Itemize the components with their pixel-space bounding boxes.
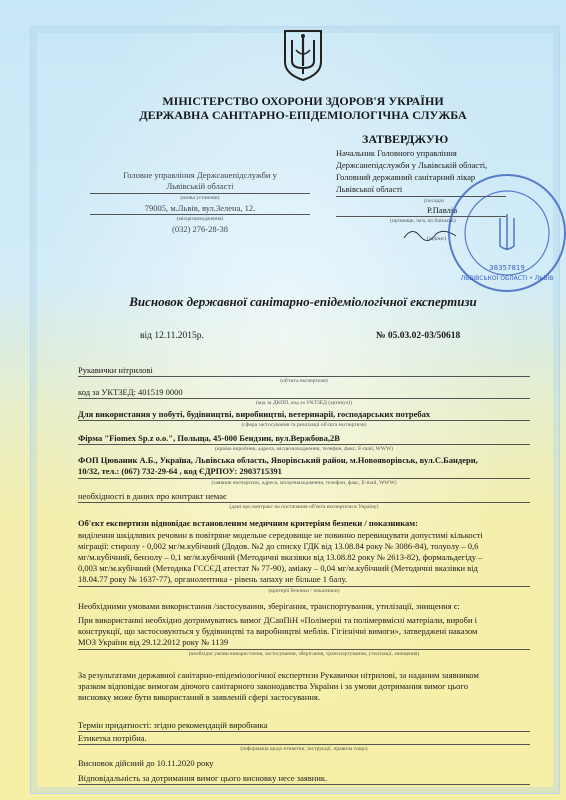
criteria-line: мг/м.кубічний, бензолу – 0,1 мг/м.кубічний (Методичні вказівки від 13.08.82 року № 2613-82), формальдегіду – — [78, 552, 483, 562]
conclusion-line: За результатами державної санітарно-епідеміологічної експертизи Рукавички нітрилові, за наданим заявником — [78, 670, 479, 680]
maker-caption: (країна виробник, адреса, місцезнаходження, телефон, факс, E-mail, WWW) — [215, 446, 393, 452]
service-title: ДЕРЖАВНА САНІТАРНО-ЕПІДЕМІОЛОГІЧНА СЛУЖБА — [139, 108, 467, 122]
signature-caption-2: (підпис) — [427, 236, 447, 242]
conditions-heading: Необхідними умовами використання /застосування, зберігання, транспортування, утилізації, знищення є: — [78, 601, 460, 611]
conditions-caption: (необхідні умови використання, застосування, зберігання, транспортування, утилізації, знищення) — [188, 651, 420, 657]
ministry-title: МІНІСТЕРСТВО ОХОРОНИ ЗДОРОВ'Я УКРАЇНИ — [162, 94, 444, 108]
responsibility: Відповідальність за дотримання вимог цього висновку несе заявник. — [78, 773, 328, 783]
contract-info: необхідності в даних про контракт немає — [78, 491, 227, 501]
issuer-block — [90, 170, 310, 192]
seal-code: 38357819 — [489, 264, 525, 272]
code-caption: (код за ДКПП, код за УКТЗЕД (артикул)) — [255, 400, 353, 406]
usage-scope: Для використання у побуті, будівництві, виробництві, ветеринарії, господарських потребах — [78, 409, 431, 419]
usage-caption: (сфера застосування та реалізації об'єкта експертизи) — [241, 422, 367, 428]
approval-line: Держсанепідслужби у Львівській області, — [336, 160, 488, 170]
issuer-address: 79005, м.Львів, вул.Зелена, 12. — [144, 203, 256, 213]
document-title: Висновок державної санітарно-епідеміологічної експертизи — [129, 294, 477, 309]
criteria-line: 18.04.77 року № 1637-77), органолептика - рівень запаху не більше 1 балу. — [78, 574, 348, 584]
criteria-line: міграції: стиролу - 0,002 мг/м.кубічний (Додов. №2 до списку ГДК від 13.08.84 року № 3086-84), толуолу – 0,6 — [78, 541, 479, 551]
approval-line: Головний державний санітарний лікар — [336, 172, 476, 182]
issuer-name-caption: (назва установи) — [180, 195, 220, 201]
approval-title: ЗАТВЕРДЖУЮ — [362, 132, 449, 146]
seal-text: ЛЬВІВСЬКОЇ ОБЛАСТІ • ЛЬВІВ — [460, 275, 554, 282]
shelf-life: Термін придатності: згідно рекомендацій виробника — [78, 720, 268, 730]
contract-caption: (дані про контракт на постачання об'єкта експертизи в Україну) — [229, 504, 379, 510]
applicant-line: ФОП Цюваник А.Б., Україна, Львівська область, Яворівський район, м.Новояворівськ, вул.С.Бандери, — [78, 455, 478, 465]
document-date: від 12.11.2015р. — [140, 331, 204, 341]
signature-caption: (прізвище, ім'я, по батькові) — [390, 218, 456, 224]
issuer-phone: (032) 276-28-38 — [172, 224, 228, 234]
conditions-line: МОЗ України від 29.12.2012 року № 1139 — [78, 637, 229, 647]
issuer-name-line: Львівській області — [166, 181, 234, 191]
label-info: Етикетка потрібна. — [78, 733, 147, 743]
criteria-caption: (критерії безпеки / показники) — [268, 588, 340, 594]
criteria-heading: Об'єкт експертизи відповідає встановленим медичним критеріям безпеки / показникам: — [78, 518, 418, 528]
approval-line: Львівської області — [336, 184, 403, 194]
conclusion-line: зразком відповідає вимогам діючого санітарного законодавства України і за умови дотримання вимог цього — [78, 681, 468, 691]
manufacturer: Фірма "Fiomex Sp.z o.o.", Польща, 45-000 Бендзин, вул.Вержбова,2В — [78, 433, 340, 443]
expertise-object: Рукавички нітрилові — [78, 365, 153, 375]
criteria-line: 0,003 мг/м.кубічний (Методика ГССЄД атестат № 77-90), аміаку – 0,04 мг/м.кубічний (Методичні вказівки від — [78, 563, 478, 573]
conditions-line: конструкції, що застосовуються у будівництві та виробництві меблів. Гігієнічні вимоги», затверджені наказом — [78, 626, 478, 636]
applicant-caption: (заявник експертизи, адреса, місцезнаходження, телефон, факс, E-mail, WWW) — [211, 480, 397, 486]
applicant-line: 10/32, тел.: (067) 732-29-64 , код ЄДРПОУ: 2903715391 — [78, 466, 282, 476]
applicant — [78, 455, 538, 477]
issuer-address-caption: (місцезнаходження) — [176, 216, 224, 222]
official-seal — [444, 170, 566, 296]
validity: Висновок дійсний до 10.11.2020 року — [78, 758, 214, 768]
approval-line: Начальник Головного управління — [336, 148, 457, 158]
document-number: № 05.03.02-03/50618 — [376, 331, 461, 341]
position-caption: (посада) — [424, 198, 444, 204]
label-caption: (інформація щодо етикетки, інструкції, правила тощо) — [240, 746, 368, 752]
object-caption: (об'єкта експертизи) — [280, 378, 328, 384]
approver-name: Р.Павлів — [427, 205, 458, 215]
criteria-line: виділення шкідливих речовин в повітряне модельне середовище не повинно перевищувати допустимі кількості — [78, 530, 483, 540]
conditions-line: При використанні необхідно дотримуватись вимог ДСанПіН «Полімерні та полімервмісні матеріали, вироби і — [78, 615, 477, 625]
conclusion-text — [78, 670, 548, 703]
product-code: код за УКТЗЕД: 401519 0000 — [78, 387, 183, 397]
criteria-text — [78, 530, 548, 585]
trident-emblem — [281, 28, 325, 82]
conditions-text — [78, 615, 548, 648]
issuer-name-line: Головне управління Держсанепідслужби у — [123, 170, 277, 180]
conclusion-line: висновку може бути використаний в заявленій сфері застосування. — [78, 692, 320, 702]
